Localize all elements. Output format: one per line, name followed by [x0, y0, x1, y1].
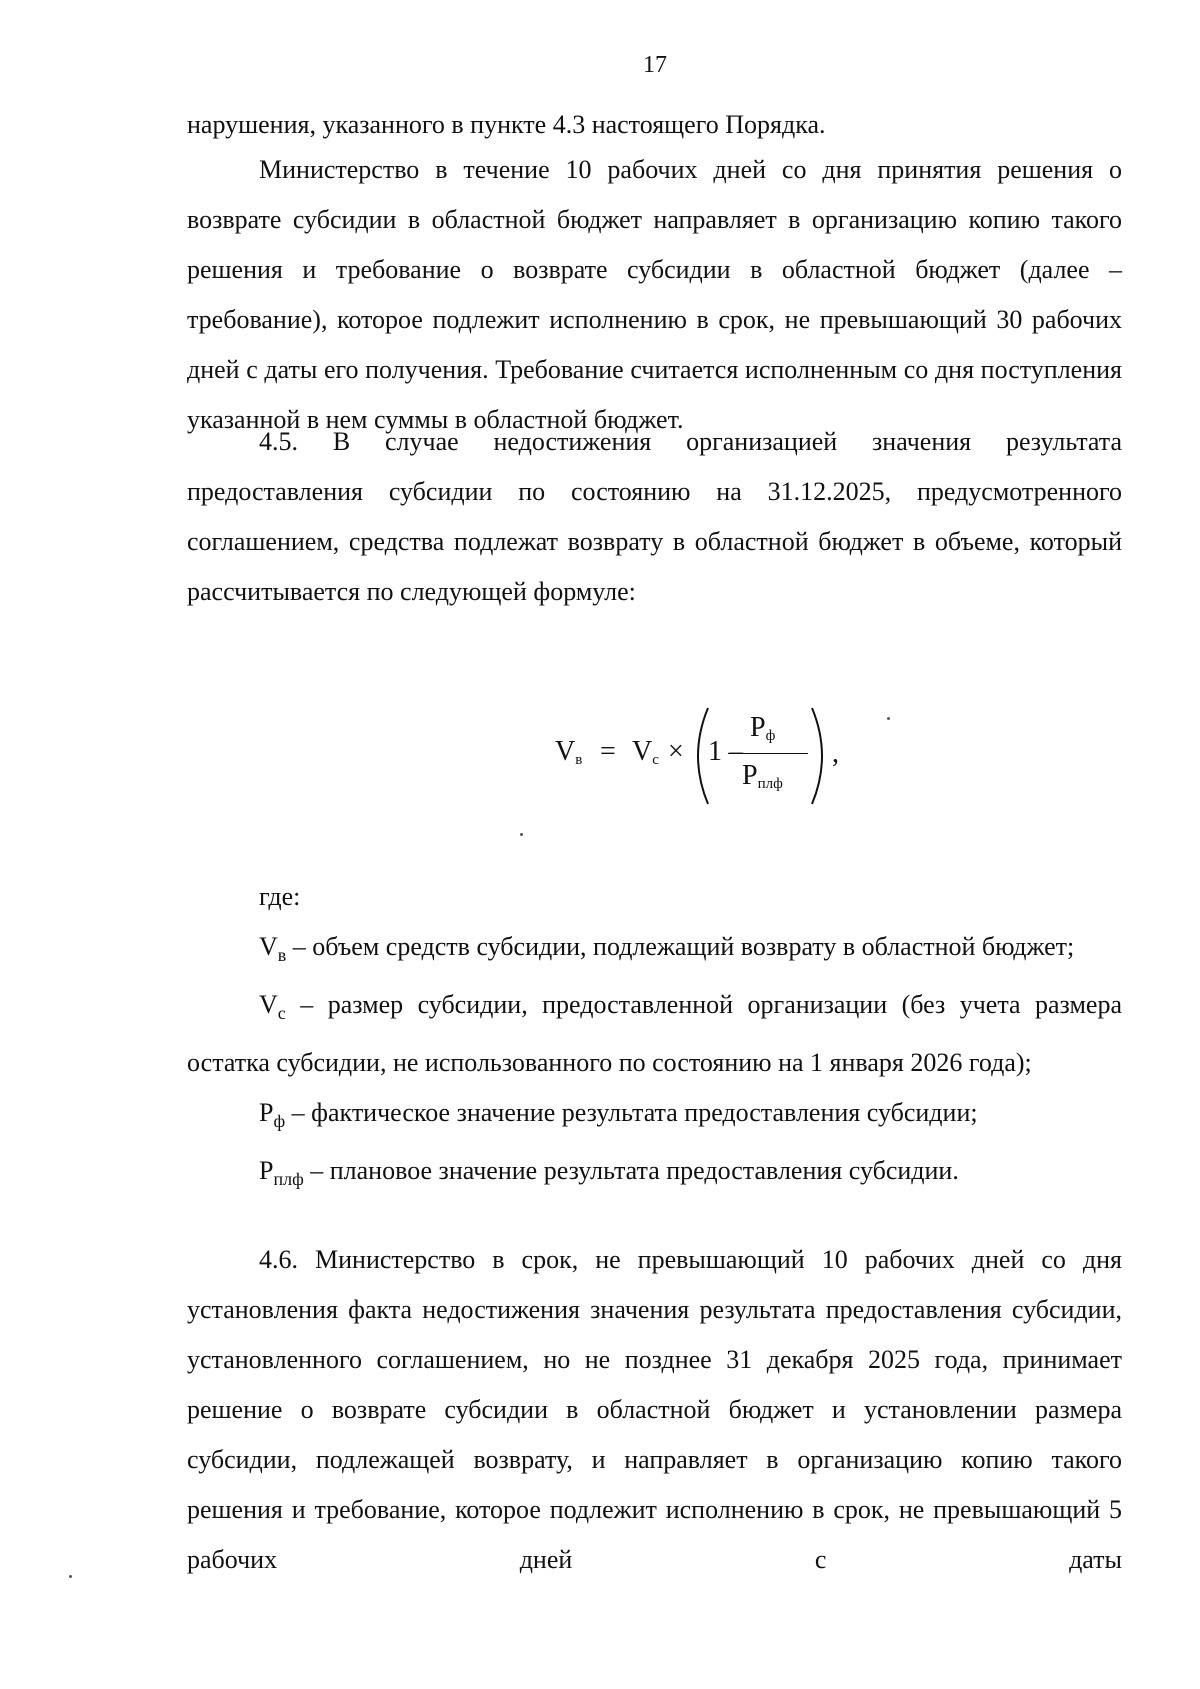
- formula-times: ×: [668, 736, 684, 767]
- definition-item: [187, 1088, 1122, 1146]
- formula-one-minus: 1 –: [708, 736, 743, 767]
- where-label-block: [187, 872, 1122, 922]
- where-label: где:: [259, 882, 301, 911]
- formula-num-symbol: P: [750, 712, 766, 743]
- formula-lhs-sub: в: [575, 752, 583, 768]
- paragraph-continuation: [187, 100, 1122, 150]
- fraction-bar: [728, 753, 808, 754]
- definition-text: – объем средств субсидии, подлежащий возврату в областной бюджет;: [286, 932, 1075, 961]
- formula-equals: =: [600, 736, 616, 767]
- formula-numerator: [750, 712, 775, 745]
- definition-symbol: P: [259, 1098, 274, 1127]
- paragraph-text: Министерство в течение 10 рабочих дней со дня принятия решения о возврате субсидии в областной бюджет направляет в организацию копию такого решения и требование о возврате субсидии в областной бюджет (далее – требование), которое подлежит исполнению в срок, не превышающий 30 рабочих дней с даты его получения. Требование считается исполненным со дня поступления указанной в нем суммы в областной бюджет.: [187, 155, 1122, 434]
- definition-symbol: V: [259, 932, 278, 961]
- definition-sub: плф: [273, 1169, 304, 1189]
- definition-text: – фактическое значение результата предоставления субсидии;: [285, 1098, 978, 1127]
- formula-denominator: [742, 760, 783, 793]
- paragraph-text: 4.5. В случае недостижения организацией значения результата предоставления субсидии по состоянию на 31.12.2025, предусмотренного соглашением, средства подлежат возврату в областной бюджет в объеме, который рассчитывается по следующей формуле:: [187, 427, 1122, 606]
- page-number: 17: [643, 52, 667, 78]
- paragraph-4-5: [187, 417, 1122, 617]
- definition-text: – размер субсидии, предоставленной организации (без учета размера остатка субсидии, не использованного по состоянию на 1 января 2026 года);: [187, 990, 1122, 1077]
- paragraph-return-requirement: [187, 145, 1122, 445]
- scan-artifact: [887, 717, 890, 720]
- paragraph-text: 4.6. Министерство в срок, не превышающий 10 рабочих дней со дня установления факта недостижения значения результата предоставления субсидии, установленного соглашением, но не позднее 31 декабря 2025 года, принимает решение о возврате субсидии в областной бюджет и установлении размера субсидии, подлежащей возврату, и направляет в организацию копию такого решения и требование, которое подлежит исполнению в срок, не превышающий 5 рабочих дней с даты: [187, 1245, 1122, 1574]
- paragraph-text: нарушения, указанного в пункте 4.3 настоящего Порядка.: [187, 110, 826, 139]
- definition-item: [187, 980, 1122, 1088]
- definitions-list: [187, 922, 1122, 1204]
- formula-vc: [632, 736, 659, 769]
- definition-symbol: V: [259, 990, 278, 1019]
- formula-vc-sub: с: [652, 752, 659, 768]
- paragraph-4-6: [187, 1235, 1122, 1585]
- formula-den-symbol: P: [742, 760, 758, 791]
- definition-item: [187, 1146, 1122, 1204]
- formula-trailing-comma: ,: [832, 738, 839, 769]
- formula-den-sub: плф: [757, 776, 783, 792]
- right-paren: [808, 706, 834, 806]
- definition-sub: в: [277, 945, 287, 965]
- definition-item: [187, 922, 1122, 980]
- definition-sub: ф: [273, 1111, 286, 1131]
- definition-sub: с: [277, 1003, 286, 1023]
- scan-artifact: [520, 833, 523, 836]
- formula-num-sub: ф: [765, 728, 776, 744]
- scan-artifact: [69, 1575, 72, 1578]
- definition-symbol: P: [259, 1156, 274, 1185]
- formula-lhs-symbol: V: [555, 736, 576, 767]
- definition-text: – плановое значение результата предоставления субсидии.: [303, 1156, 959, 1185]
- formula-vc-symbol: V: [632, 736, 653, 767]
